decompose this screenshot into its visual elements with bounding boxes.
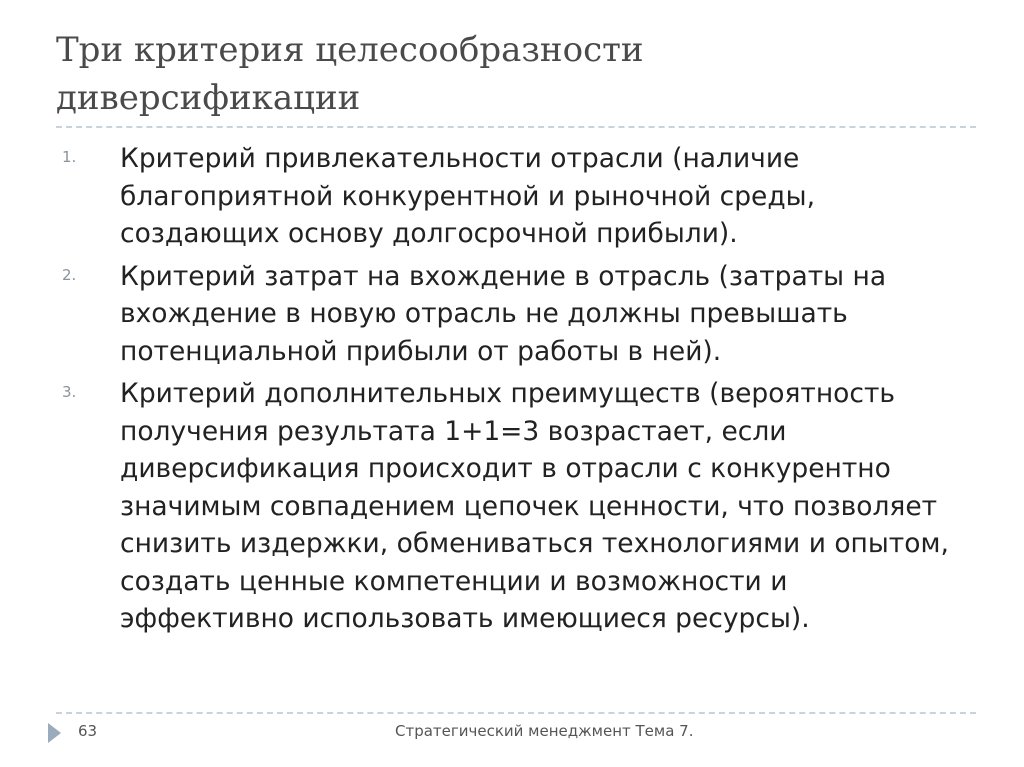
footer-caption: Стратегический менеджмент Тема 7.: [395, 722, 694, 740]
list-item-number: 2.: [62, 265, 77, 284]
page-number: 63: [78, 722, 98, 740]
list-item-number: 3.: [62, 383, 77, 401]
list-item: [62, 140, 962, 253]
list-item: [62, 375, 962, 638]
title-divider: [56, 126, 976, 128]
list-item-text: Критерий затрат на вхождение в отрасль (затраты на вхождение в новую отрасль не должны превышать потенциальной прибыли от работы в ней).: [120, 260, 887, 367]
criteria-list: [62, 140, 962, 643]
footer-divider: [56, 712, 976, 714]
list-item-number: 1.: [62, 148, 77, 166]
list-item-text: Критерий дополнительных преимуществ (вероятность получения результата 1+1=3 возрастает, если диверсификация происходит в отрасли с конкурентно значимым совпадением цепочек ценности, что позволяет снизить издержки, обмениваться технологиями и опытом, создать ценные компетенции и возможности и эффективно использовать имеющиеся ресурсы).: [120, 378, 949, 634]
slide-title: Три критерия целесообразности диверсификации: [56, 30, 644, 118]
list-item-text: Критерий привлекательности отрасли (наличие благоприятной конкурентной и рыночной среды, создающих основу долгосрочной прибыли).: [120, 143, 816, 249]
list-item: [62, 258, 962, 371]
triangle-right-icon: [48, 723, 61, 743]
